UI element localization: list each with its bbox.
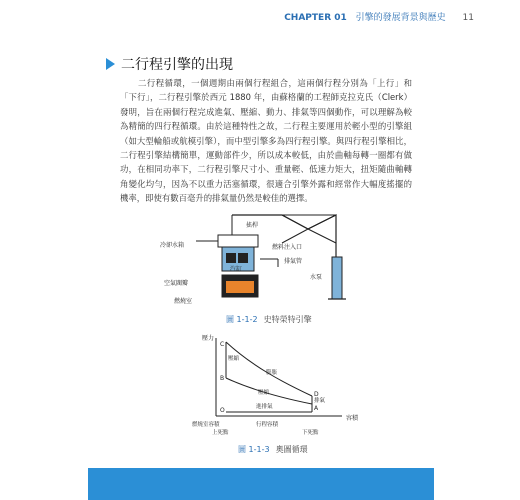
label-air-valve: 空氣閥瓣 — [164, 280, 189, 287]
figure2-caption — [238, 444, 308, 455]
running-header — [284, 10, 474, 23]
label-bdc: 下死點 — [302, 430, 319, 436]
point-a: A — [314, 405, 319, 412]
engine-diagram — [160, 205, 390, 320]
label-tdc: 上死點 — [212, 430, 229, 436]
point-b: B — [220, 375, 225, 382]
section-heading — [106, 54, 233, 74]
point-c: C — [220, 341, 225, 348]
figure2-text: 奧圖循環 — [275, 445, 308, 454]
figure1-number: 圖 1-1-2 — [226, 315, 258, 324]
label-rod: 搖桿 — [246, 222, 259, 229]
point-o: O — [220, 407, 225, 414]
label-combustion: 燃燒室 — [174, 298, 193, 305]
page-number: 11 — [462, 13, 474, 23]
figure1-text: 史特榮特引擎 — [263, 315, 312, 324]
chapter-title: 引擎的發展背景與歷史 — [355, 13, 446, 23]
label-coolant: 冷卻水箱 — [160, 242, 185, 249]
point-d: D — [314, 391, 319, 398]
label-cylinder: 汽缸 — [230, 266, 243, 273]
axis-x-label: 容積 — [346, 415, 359, 422]
label-water-pump: 水泵 — [310, 274, 323, 281]
label-fuel-inlet: 燃料注入口 — [272, 244, 303, 251]
label-exhaust: 排氣 — [314, 398, 326, 404]
label-exhaust-pipe: 排氣管 — [284, 258, 303, 265]
label-compression: 壓縮 — [228, 356, 240, 362]
figure2-number: 圖 1-1-3 — [238, 445, 270, 454]
otto-cycle-diagram — [192, 330, 359, 440]
triangle-bullet-icon — [106, 58, 115, 70]
label-clearance-volume: 燃燒室容積 — [192, 422, 220, 428]
figure1-caption — [226, 314, 312, 325]
chapter-label: CHAPTER 01 — [284, 13, 347, 23]
label-stroke-volume: 行程容積 — [256, 422, 279, 428]
body-paragraph: 二行程循環，一個週期由兩個行程組合，這兩個行程分別為「上行」和「下行」，二行程引擎於西元 1880 年，由蘇格蘭的工程師克拉克氏（Clerk）發明，旨在兩個行程完成進氣、壓縮、動力、排氣等四個動作，可以理解為較為精簡的四行程循環。由於這種特性之故，二行程主要運用於輕小型的引擎組（如大型輪船或航模引擎），而中型引擎多為四行程引擎。與四行程引擎相比，二行程引擎結構簡單，運動部件少，所以成本較低，由於曲軸每轉一圈都有做功，在相同功率下，二行程引擎尺寸小、重量輕、低速力矩大，扭矩隨曲軸轉角變化均勻，因為不以重力活塞循環，很適合引擎外露和經常作大幅度搖擺的機率，即使有數百毫升的排氣量仍然是較佳的選擇。 — [120, 78, 412, 204]
footer-band — [88, 468, 434, 500]
section-title: 二行程引擎的出現 — [121, 57, 233, 73]
label-intake: 進排氣 — [256, 404, 273, 410]
label-power: 壓縮 — [258, 390, 270, 396]
axis-y-label: 壓力 — [201, 335, 214, 342]
label-expansion: 膨脹 — [266, 370, 278, 376]
